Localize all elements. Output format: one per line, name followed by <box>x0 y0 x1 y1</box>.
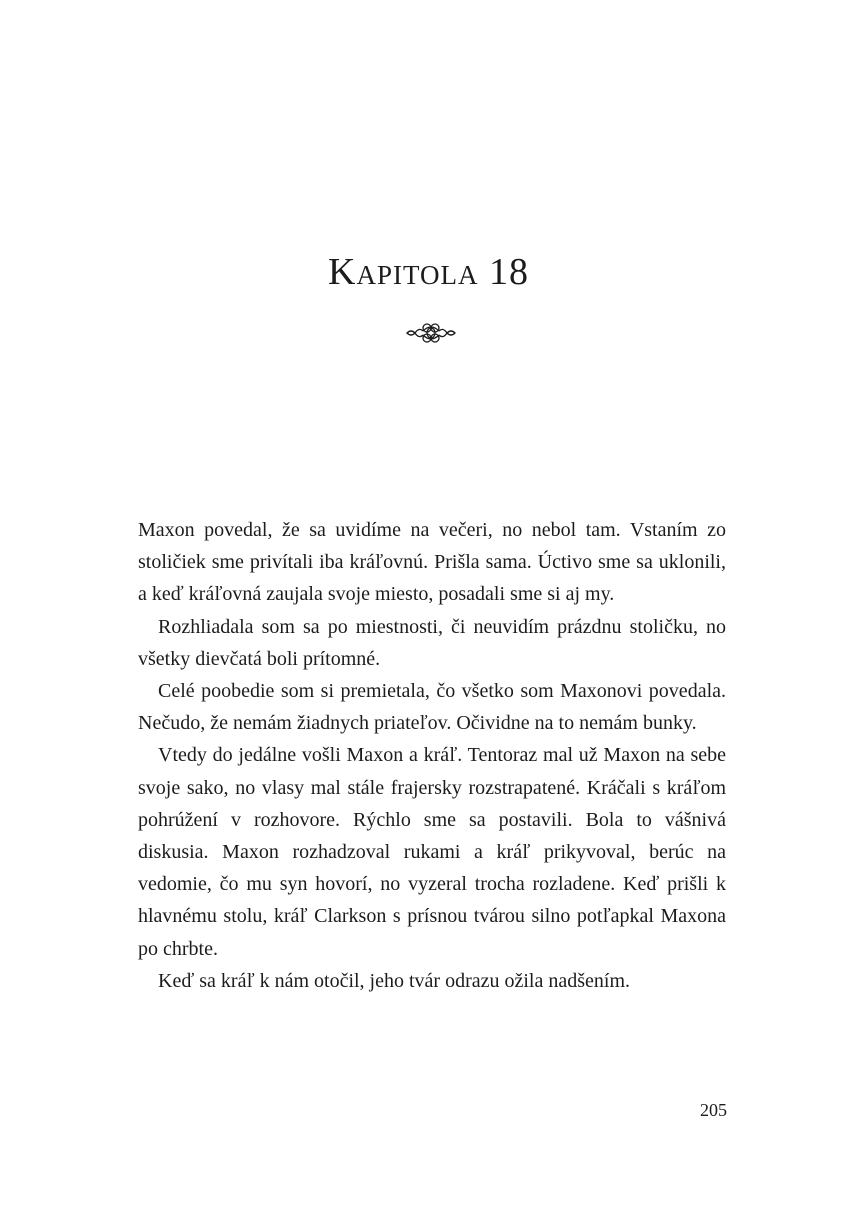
chapter-body <box>138 514 726 997</box>
chapter-title: Kapitola 18 <box>328 251 529 293</box>
paragraph: Maxon povedal, že sa uvidíme na večeri, no nebol tam. Vstaním zo stoličiek sme privítali iba kráľovnú. Prišla sama. Úctivo sme sa uklonili, a keď kráľovná zaujala svoje miesto, posadali sme si aj my. <box>138 519 726 606</box>
flourish-ornament-icon <box>405 318 457 348</box>
paragraph: Rozhliadala som sa po miestnosti, či neuvidím prázdnu stoličku, no všetky dievčatá boli prítomné. <box>138 615 726 670</box>
page-number: 205 <box>700 1100 727 1120</box>
paragraph: Vtedy do jedálne vošli Maxon a kráľ. Tentoraz mal už Maxon na sebe svoje sako, no vlasy mal stále frajersky rozstrapatené. Kráčali s kráľom pohrúžení v rozhovore. Rýchlo sme sa postavili. Bola to vášnivá diskusia. Maxon rozhadzoval rukami a kráľ prikyvoval, berúc na vedomie, čo mu syn hovorí, no vyzeral trocha rozladene. Keď prišli k hlavnému stolu, kráľ Clarkson s prísnou tvárou silno potľapkal Maxona po chrbte. <box>138 744 726 960</box>
paragraph: Keď sa kráľ k nám otočil, jeho tvár odrazu ožila nadšením. <box>158 969 631 992</box>
paragraph: Celé poobedie som si premietala, čo všetko som Maxonovi povedala. Nečudo, že nemám žiadnych priateľov. Očividne na to nemám bunky. <box>138 680 726 735</box>
